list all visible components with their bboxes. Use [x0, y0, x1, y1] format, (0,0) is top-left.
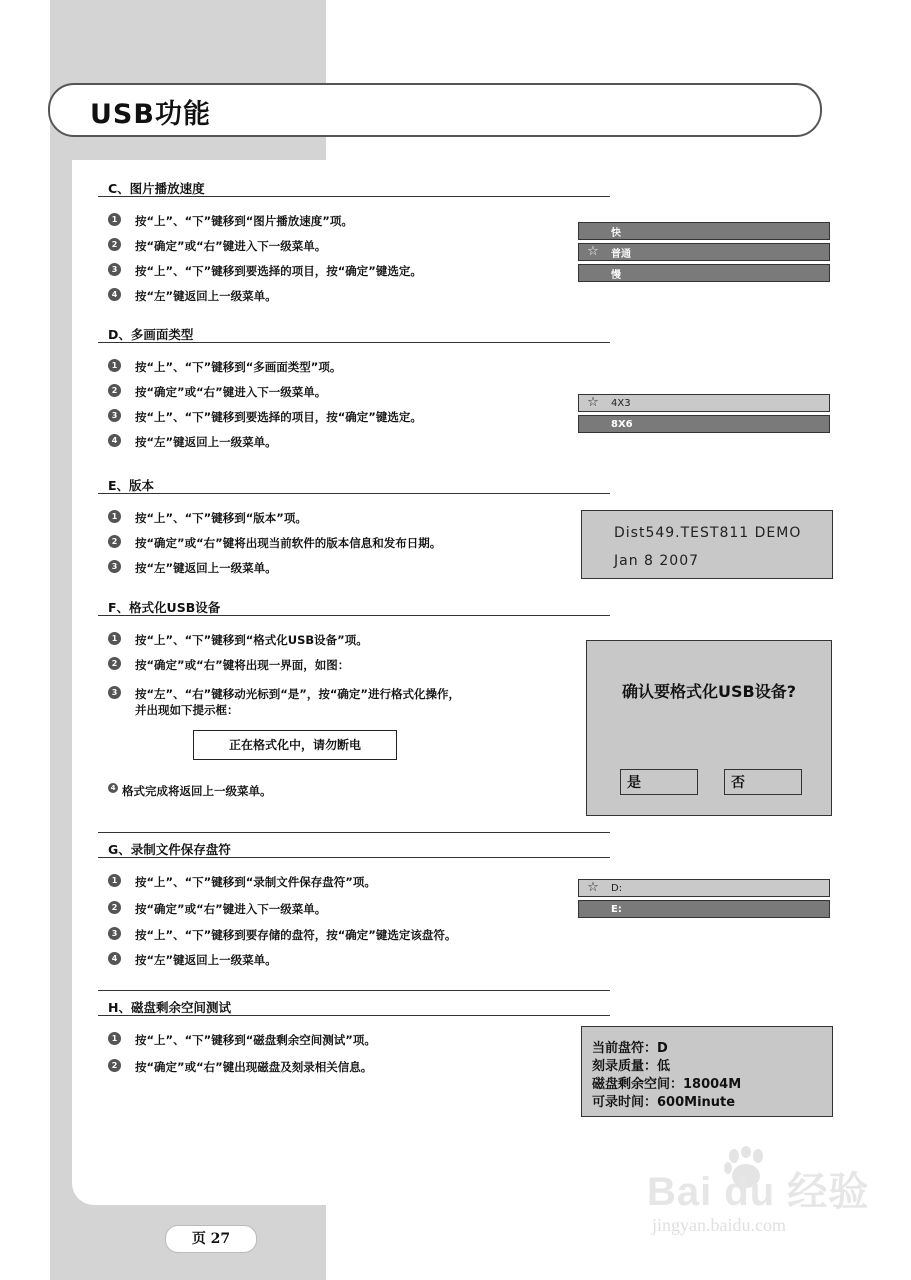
- step-d-2: 2 按“确定”或“右”键进入下一级菜单。: [108, 384, 326, 400]
- yes-button[interactable]: 是: [620, 769, 698, 795]
- section-title-d: D、多画面类型: [108, 327, 194, 342]
- free-space: 磁盘剩余空间：18004M: [592, 1077, 742, 1092]
- step-f-3: 3 按“左”、“右”键移动光标到“是”，按“确定”进行格式化操作，: [108, 686, 460, 702]
- current-drive: 当前盘符：D: [592, 1041, 668, 1056]
- watermark-brand: Bai du 经验: [647, 1170, 870, 1214]
- star-icon: ☆: [587, 244, 599, 259]
- section-divider: [98, 832, 610, 833]
- step-e-1: 1 按“上”、“下”键移到“版本”项。: [108, 510, 307, 526]
- page-title: USB功能: [90, 99, 211, 130]
- star-icon: ☆: [587, 395, 599, 410]
- menu-option-normal[interactable]: ☆ 普通: [578, 243, 830, 261]
- step-f-1: 1 按“上”、“下”键移到“格式化USB设备”项。: [108, 632, 368, 648]
- section-title-h: H、磁盘剩余空间测试: [108, 1000, 231, 1015]
- step-g-4: 4 按“左”键返回上一级菜单。: [108, 952, 277, 968]
- section-divider: [98, 1015, 610, 1016]
- section-divider: [98, 990, 610, 991]
- version-string: Dist549.TEST811 DEMO: [614, 525, 802, 541]
- star-icon: ☆: [587, 880, 599, 895]
- disk-info-panel: [581, 1026, 833, 1117]
- step-g-3: 3 按“上”、“下”键移到要存储的盘符，按“确定”键选定该盘符。: [108, 927, 456, 943]
- step-f-4: 4 格式完成将返回上一级菜单。: [108, 783, 272, 799]
- version-panel: [581, 510, 833, 579]
- record-quality: 刻录质量：低: [592, 1059, 671, 1074]
- speed-menu: [578, 222, 830, 285]
- section-divider: [98, 342, 610, 343]
- menu-option-drive-d[interactable]: ☆ D:: [578, 879, 830, 897]
- step-c-3: 3 按“上”、“下”键移到要选择的项目，按“确定”键选定。: [108, 263, 422, 279]
- section-divider: [98, 196, 610, 197]
- no-button[interactable]: 否: [724, 769, 802, 795]
- step-c-1: 1 按“上”、“下”键移到“图片播放速度”项。: [108, 213, 353, 229]
- step-c-2: 2 按“确定”或“右”键进入下一级菜单。: [108, 238, 326, 254]
- step-h-2: 2 按“确定”或“右”键出现磁盘及刻录相关信息。: [108, 1059, 372, 1075]
- step-g-1: 1 按“上”、“下”键移到“录制文件保存盘符”项。: [108, 874, 376, 890]
- step-d-1: 1 按“上”、“下”键移到“多画面类型”项。: [108, 359, 341, 375]
- section-title-c: C、图片播放速度: [108, 181, 205, 196]
- section-title-f: F、格式化USB设备: [108, 600, 221, 615]
- drive-menu: [578, 879, 830, 921]
- section-title-e: E、版本: [108, 478, 155, 493]
- section-divider: [98, 493, 610, 494]
- format-confirm-dialog: [586, 640, 832, 816]
- menu-option-4x3[interactable]: ☆ 4X3: [578, 394, 830, 412]
- step-h-1: 1 按“上”、“下”键移到“磁盘剩余空间测试”项。: [108, 1032, 376, 1048]
- layout-menu: [578, 394, 830, 436]
- step-d-3: 3 按“上”、“下”键移到要选择的项目，按“确定”键选定。: [108, 409, 422, 425]
- confirm-question: 确认要格式化USB设备?: [622, 682, 796, 701]
- menu-option-slow[interactable]: 慢: [578, 264, 830, 282]
- formatting-notice: 正在格式化中，请勿断电: [193, 730, 397, 760]
- section-divider: [98, 615, 610, 616]
- menu-option-fast[interactable]: 快: [578, 222, 830, 240]
- step-e-3: 3 按“左”键返回上一级菜单。: [108, 560, 277, 576]
- step-g-2: 2 按“确定”或“右”键进入下一级菜单。: [108, 901, 326, 917]
- watermark-url: jingyan.baidu.com: [652, 1215, 786, 1235]
- page-number: 页 27: [165, 1225, 257, 1253]
- step-c-4: 4 按“左”键返回上一级菜单。: [108, 288, 277, 304]
- step-f-3-cont: 并出现如下提示框：: [135, 703, 239, 717]
- step-d-4: 4 按“左”键返回上一级菜单。: [108, 434, 277, 450]
- step-e-2: 2 按“确定”或“右”键将出现当前软件的版本信息和发布日期。: [108, 535, 441, 551]
- release-date: Jan 8 2007: [614, 553, 700, 569]
- step-f-2: 2 按“确定”或“右”键将出现一界面，如图：: [108, 657, 349, 673]
- record-time: 可录时间：600Minute: [592, 1095, 736, 1110]
- menu-option-drive-e[interactable]: E:: [578, 900, 830, 918]
- section-divider: [98, 857, 610, 858]
- menu-option-8x6[interactable]: 8X6: [578, 415, 830, 433]
- section-title-g: G、录制文件保存盘符: [108, 842, 231, 857]
